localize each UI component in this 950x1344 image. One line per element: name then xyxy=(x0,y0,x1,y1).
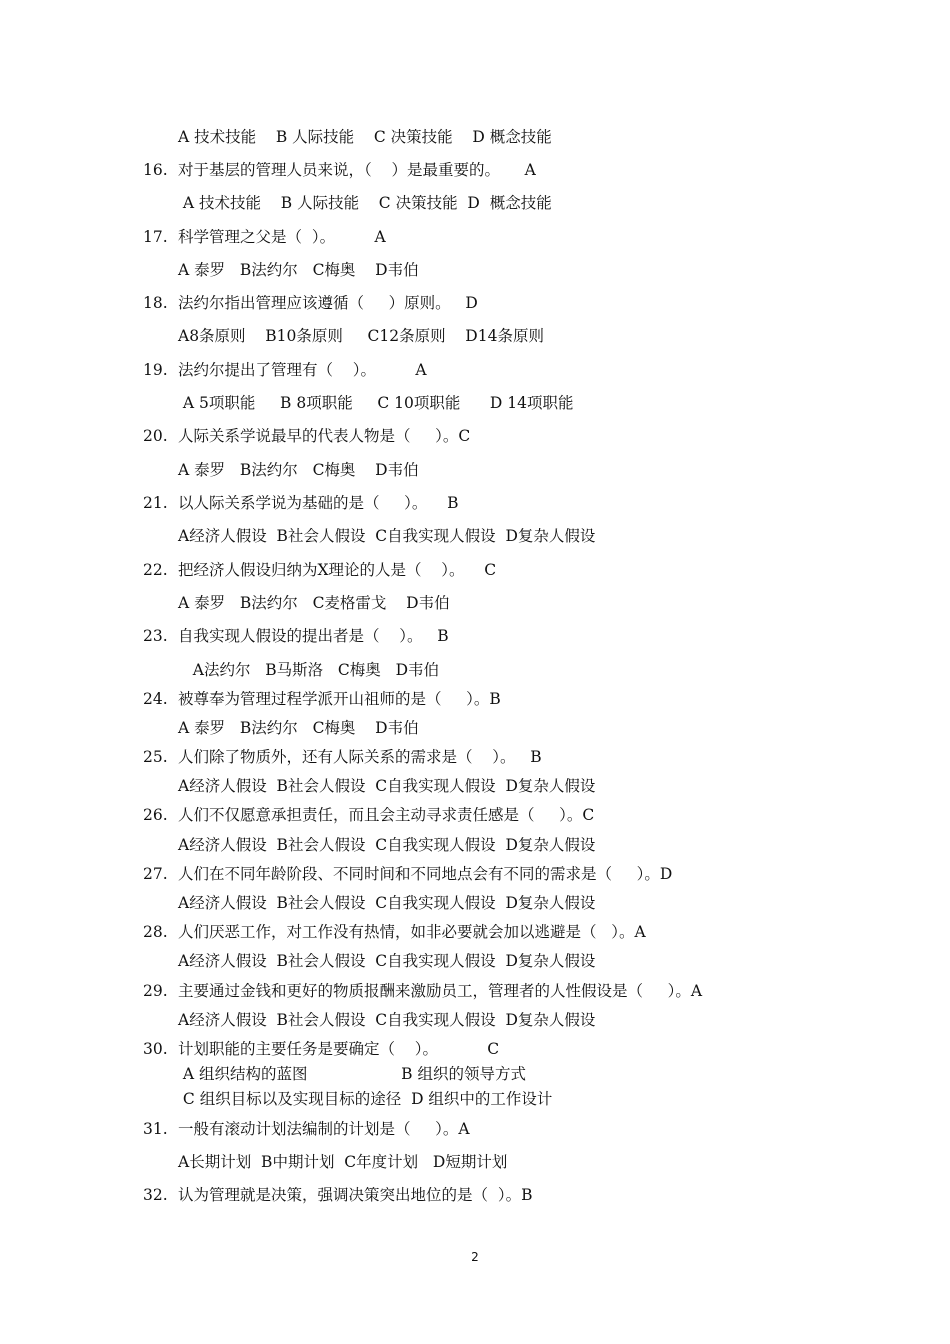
question-text: 一般有滚动计划法编制的计划是（ ）。A xyxy=(178,1120,470,1138)
question-text: 人们厌恶工作，对工作没有热情，如非必要就会加以逃避是（ ）。A xyxy=(178,923,646,941)
question-number: 24. xyxy=(143,690,168,708)
answer-options: A 技术技能 B 人际技能 C 决策技能 D 概念技能 xyxy=(178,194,552,212)
answer-options: A经济人假设 B社会人假设 C自我实现人假设 D复杂人假设 xyxy=(178,527,596,545)
answer-options: A 泰罗 B法约尔 C梅奥 D韦伯 xyxy=(178,261,419,279)
question-number: 20. xyxy=(143,427,168,445)
answer-options: C 组织目标以及实现目标的途径 D 组织中的工作设计 xyxy=(178,1090,553,1108)
question-number: 19. xyxy=(143,361,168,379)
question-number: 17. xyxy=(143,228,168,246)
answer-options: A经济人假设 B社会人假设 C自我实现人假设 D复杂人假设 xyxy=(178,952,596,970)
question-number: 31. xyxy=(143,1120,168,1138)
question-number: 26. xyxy=(143,806,168,824)
answer-options: A8条原则 B10条原则 C12条原则 D14条原则 xyxy=(178,327,544,345)
question-number: 29. xyxy=(143,982,168,1000)
question-number: 25. xyxy=(143,748,168,766)
question-text: 被尊奉为管理过程学派开山祖师的是（ ）。B xyxy=(178,690,501,708)
question-text: 人际关系学说最早的代表人物是（ ）。C xyxy=(178,427,471,445)
question-number: 30. xyxy=(143,1040,168,1058)
answer-options: A长期计划 B中期计划 C年度计划 D短期计划 xyxy=(178,1153,508,1171)
question-text: 法约尔提出了管理有（ ）。 A xyxy=(178,361,427,379)
answer-options: A 泰罗 B法约尔 C麦格雷戈 D韦伯 xyxy=(178,594,450,612)
question-number: 21. xyxy=(143,494,168,512)
answer-options: A 组织结构的蓝图 B 组织的领导方式 xyxy=(178,1065,526,1083)
question-number: 32. xyxy=(143,1186,168,1204)
question-number: 28. xyxy=(143,923,168,941)
question-text: 对于基层的管理人员来说，（ ）是最重要的。 A xyxy=(178,161,536,179)
answer-options: A法约尔 B马斯洛 C梅奥 D韦伯 xyxy=(178,661,439,679)
answer-options: A 5项职能 B 8项职能 C 10项职能 D 14项职能 xyxy=(178,394,574,412)
question-text: 认为管理就是决策，强调决策突出地位的是（ ）。B xyxy=(178,1186,533,1204)
question-number: 22. xyxy=(143,561,168,579)
question-number: 27. xyxy=(143,865,168,883)
answer-options: A经济人假设 B社会人假设 C自我实现人假设 D复杂人假设 xyxy=(178,894,596,912)
question-text: 自我实现人假设的提出者是（ ）。 B xyxy=(178,627,449,645)
question-text: 计划职能的主要任务是要确定（ ）。 C xyxy=(178,1040,500,1058)
answer-options: A 技术技能 B 人际技能 C 决策技能 D 概念技能 xyxy=(178,128,552,146)
answer-options: A经济人假设 B社会人假设 C自我实现人假设 D复杂人假设 xyxy=(178,777,596,795)
question-number: 23. xyxy=(143,627,168,645)
question-text: 人们在不同年龄阶段、不同时间和不同地点会有不同的需求是（ ）。D xyxy=(178,865,673,883)
question-text: 科学管理之父是（ ）。 A xyxy=(178,228,386,246)
question-text: 法约尔指出管理应该遵循（ ）原则。 D xyxy=(178,294,478,312)
answer-options: A 泰罗 B法约尔 C梅奥 D韦伯 xyxy=(178,461,419,479)
question-text: 主要通过金钱和更好的物质报酬来激励员工，管理者的人性假设是（ ）。A xyxy=(178,982,703,1000)
question-number: 18. xyxy=(143,294,168,312)
question-text: 人们不仅愿意承担责任，而且会主动寻求责任感是（ ）。C xyxy=(178,806,595,824)
answer-options: A经济人假设 B社会人假设 C自我实现人假设 D复杂人假设 xyxy=(178,836,596,854)
answer-options: A经济人假设 B社会人假设 C自我实现人假设 D复杂人假设 xyxy=(178,1011,596,1029)
question-number: 16. xyxy=(143,161,168,179)
question-text: 把经济人假设归纳为X理论的人是（ ）。 C xyxy=(178,561,497,579)
page-number: 2 xyxy=(471,1250,479,1264)
answer-options: A 泰罗 B法约尔 C梅奥 D韦伯 xyxy=(178,719,419,737)
question-text: 人们除了物质外，还有人际关系的需求是（ ）。 B xyxy=(178,748,542,766)
question-text: 以人际关系学说为基础的是（ ）。 B xyxy=(178,494,459,512)
